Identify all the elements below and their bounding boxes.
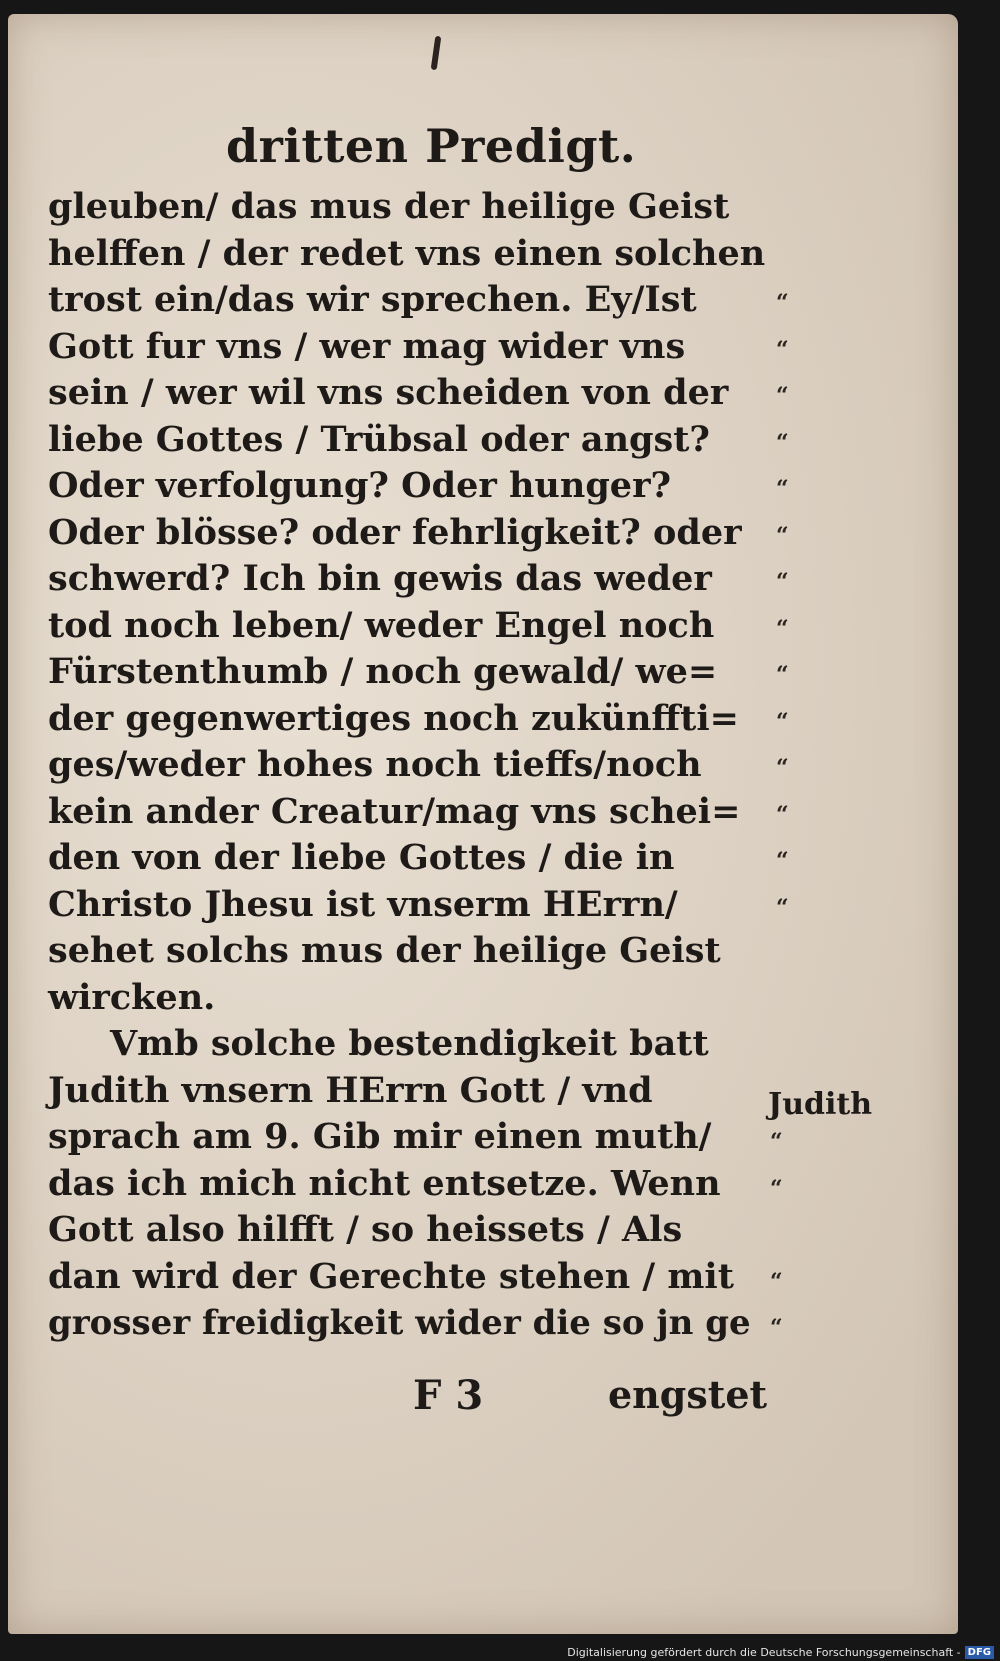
quote-mark: “ — [776, 429, 789, 456]
quote-mark: “ — [776, 894, 789, 921]
text-line: den von der liebe Gottes / die in — [48, 837, 675, 878]
quote-mark: “ — [776, 801, 789, 828]
text-line: dan wird der Gerechte stehen / mit — [48, 1255, 734, 1297]
quote-marks-upper — [776, 280, 816, 931]
marginal-note: Judith — [768, 1087, 873, 1122]
quote-mark: “ — [776, 755, 789, 781]
text-line: liebe Gottes / Trübsal oder angst? — [48, 418, 710, 460]
text-line: der gegenwertiges noch zukünffti= — [48, 697, 739, 739]
text-line: sprach am 9. Gib mir einen muth/ — [48, 1116, 712, 1157]
ink-mark — [431, 36, 442, 71]
quote-mark: “ — [770, 1129, 783, 1155]
quote-mark: “ — [770, 1315, 783, 1341]
text-line: tod noch leben/ weder Engel noch — [48, 604, 715, 646]
text-line: gleuben/ das mus der heilige Geist — [48, 186, 730, 227]
quote-mark: “ — [770, 1268, 783, 1295]
text-line: trost ein/das wir sprechen. Ey/Ist — [48, 279, 697, 320]
text-line: Oder verfolgung? Oder hunger? — [48, 465, 672, 506]
text-line: grosser freidigkeit wider die so jn ge — [48, 1303, 751, 1343]
text-line: Judith vnsern HErrn Gott / vnd — [48, 1069, 653, 1111]
text-line: Christo Jhesu ist vnserm HErrn/ — [48, 883, 678, 925]
running-head: dritten Predigt. — [226, 119, 637, 173]
text-line: Gott fur vns / wer mag wider vns — [48, 325, 686, 367]
quote-mark: “ — [776, 569, 789, 595]
footer-text: Digitalisierung gefördert durch die Deutsche Forschungsgemeinschaft - — [567, 1646, 961, 1659]
footer-credit — [567, 1646, 994, 1659]
text-line: sein / wer wil vns scheiden von der — [48, 372, 729, 413]
text-line: kein ander Creatur/mag vns schei= — [48, 790, 741, 832]
book-page — [8, 14, 958, 1634]
text-line: Vmb solche bestendigkeit batt — [110, 1023, 709, 1064]
quote-marks-lower — [770, 1119, 810, 1352]
quote-mark: “ — [776, 848, 789, 874]
text-line: helffen / der redet vns einen solchen — [48, 232, 766, 274]
text-line: Gott also hilfft / so heissets / Als — [48, 1209, 683, 1250]
quote-mark: “ — [776, 290, 789, 316]
text-line: Oder blösse? oder fehrligkeit? oder — [48, 511, 742, 553]
text-line: sehet solchs mus der heilige Geist — [48, 930, 721, 971]
dfg-logo-icon: DFG — [965, 1646, 994, 1659]
text-line: wircken. — [48, 976, 216, 1018]
text-line: schwerd? Ich bin gewis das weder — [48, 558, 712, 599]
signature-mark: F 3 — [413, 1372, 484, 1419]
text-line: das ich mich nicht entsetze. Wenn — [48, 1162, 721, 1204]
catchword: engstet — [608, 1372, 768, 1417]
body-text — [48, 184, 768, 1347]
quote-mark: “ — [776, 476, 789, 502]
quote-mark: “ — [776, 708, 789, 735]
quote-mark: “ — [776, 662, 789, 688]
quote-mark: “ — [776, 336, 789, 363]
text-line: ges/weder hohes noch tieffs/noch — [48, 744, 702, 785]
quote-mark: “ — [776, 522, 789, 549]
quote-mark: “ — [770, 1175, 783, 1202]
quote-mark: “ — [776, 615, 789, 642]
text-line: Fürstenthumb / noch gewald/ we= — [48, 651, 718, 692]
quote-mark: “ — [776, 383, 789, 409]
